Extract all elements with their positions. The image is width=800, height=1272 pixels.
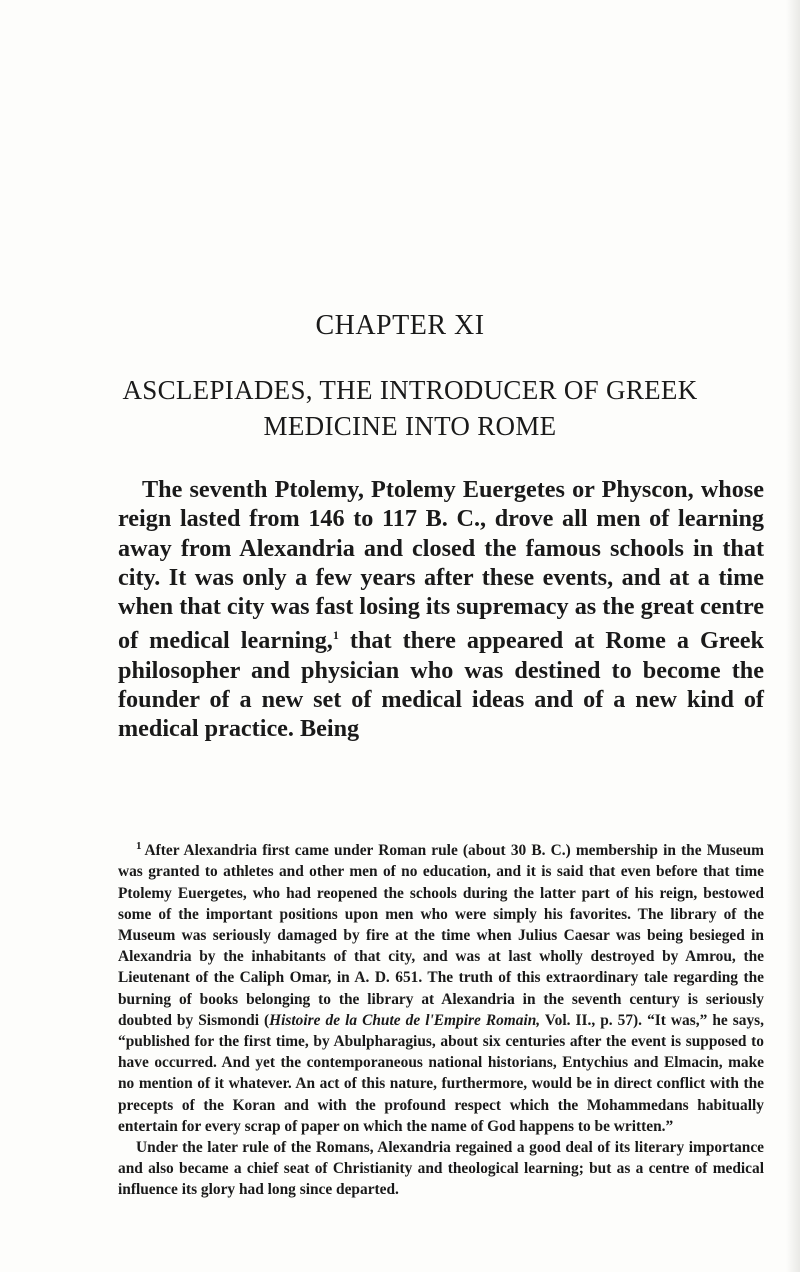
footnote-marker: 1 xyxy=(136,840,142,852)
chapter-title xyxy=(60,372,760,444)
footnote-text-b: Vol. II., p. 57). “It was,” he says, “published for the first time, by Abulpharagius, about six centuries after the event is supposed to have occurred. And yet the contemporaneous national historians, Entychius and Elmacin, make no mention of it whatever. An act of this nature, furthermore, would be in direct conflict with the precepts of the Koran and with the profound respect which the Mohammedans habitually entertain for every scrap of paper on which the name of God happens to be written.” xyxy=(118,1011,764,1135)
footnote-block xyxy=(118,836,764,1201)
chapter-title-line-1: ASCLEPIADES, THE INTRODUCER OF GREEK xyxy=(122,375,698,405)
body-text-part-1: The seventh Ptolemy, Ptolemy Euergetes or Physcon, whose reign lasted from 146 to 117 B. C., drove all men of learning away from Alexandria and closed the famous schools in that city. It was only a few years after these events, and at a time when that city was fast losing its supremacy as the great centre of medical learning, xyxy=(118,476,764,655)
chapter-title-line-2: MEDICINE INTO ROME xyxy=(263,411,557,441)
footnote-text-a: After Alexandria first came under Roman rule (about 30 B. C.) membership in the Museum was granted to athletes and other men of no education, and it is said that even before that time Ptolemy Euergetes, who had reopened the schools during the latter part of his reign, bestowed some of the important positions upon men who were simply his favorites. The library of the Museum was seriously damaged by fire at the time when Julius Caesar was being besieged in Alexandria by the inhabitants of that city, and was at last wholly destroyed by Amrou, the Lieutenant of the Caliph Omar, in A. D. 651. The truth of this extraordinary tale regarding the burning of books belonging to the library at Alexandria in the seventh century is seriously doubted by Sismondi ( xyxy=(118,842,764,1029)
footnote-paragraph-1 xyxy=(118,836,764,1137)
page-edge-shadow xyxy=(786,0,800,1272)
footnote-paragraph-2: Under the later rule of the Romans, Alexandria regained a good deal of its literary importance and also became a chief seat of Christianity and theological learning; but as a centre of medical influence its glory had long since departed. xyxy=(118,1138,764,1199)
body-paragraph xyxy=(118,475,764,744)
chapter-number: CHAPTER XI xyxy=(315,310,485,341)
footnote-book-title: Histoire de la Chute de l'Empire Romain, xyxy=(269,1011,541,1029)
footnote-reference: 1 xyxy=(332,628,339,643)
body-text-part-2: that there appeared at Rome a Greek philosopher and physician who was destined to become the founder of a new set of medical ideas and of a new kind of medical practice. Being xyxy=(118,627,764,743)
